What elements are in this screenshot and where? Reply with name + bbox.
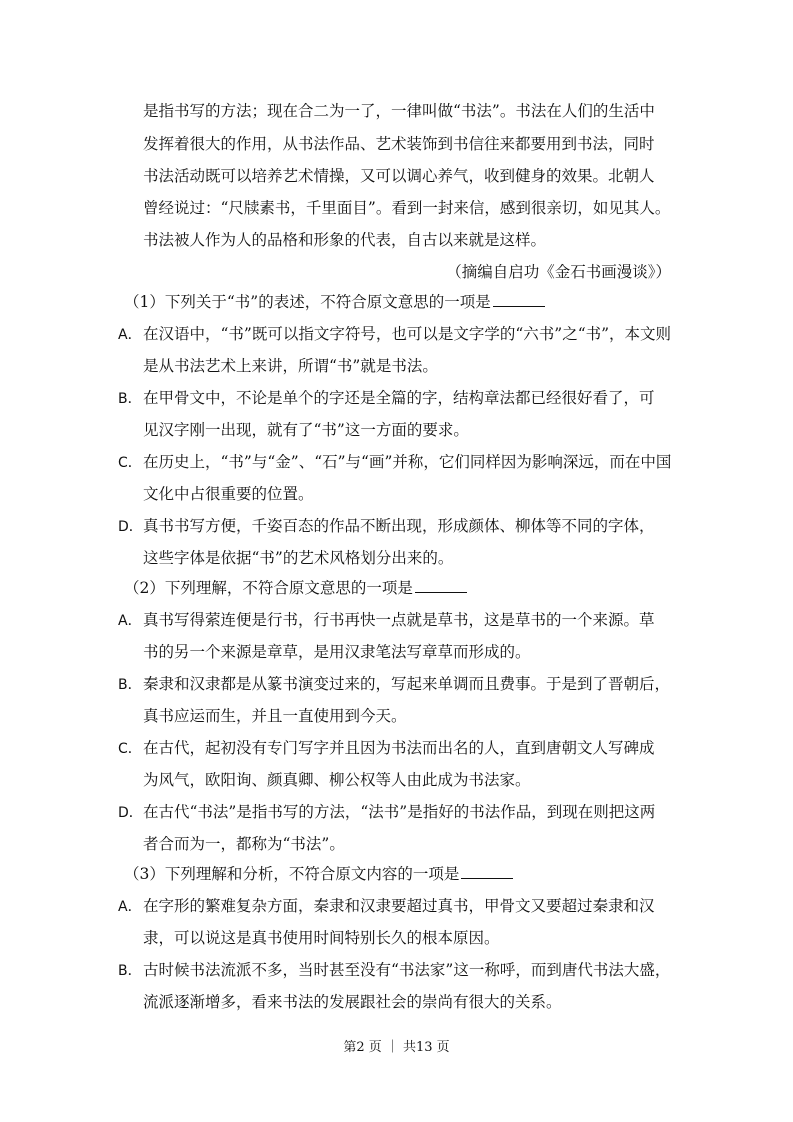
page-footer: 第2 页 ｜ 共13 页 bbox=[343, 1040, 450, 1055]
option-a bbox=[118, 896, 655, 916]
option-text: 真书写得萦连便是行书，行书再快一点就是草书，这是草书的一个来源。草 bbox=[143, 611, 655, 629]
answer-blank bbox=[415, 578, 467, 593]
option-text-continued: 隶，可以说这是真书使用时间特别长久的根本原因。 bbox=[143, 929, 500, 947]
option-label: B． bbox=[118, 391, 142, 407]
option-c bbox=[118, 738, 655, 758]
option-d bbox=[118, 802, 655, 822]
option-text: 在古代“书法”是指书写的方法，“法书”是指好的书法作品，到现在则把这两 bbox=[143, 803, 656, 821]
question-stem bbox=[124, 578, 467, 598]
question-text: （3）下列理解和分析，不符合原文内容的一项是 bbox=[124, 865, 460, 883]
paragraph-line: 曾经说过：“尺牍素书，千里面目”。看到一封来信，感到很亲切，如见其人。 bbox=[143, 199, 671, 217]
option-text: 在字形的繁难复杂方面，秦隶和汉隶要超过真书，甲骨文又要超过秦隶和汉 bbox=[143, 897, 655, 915]
answer-blank bbox=[493, 292, 545, 307]
option-text: 古时候书法流派不多，当时甚至没有“书法家”这一称呼，而到唐代书法大盛， bbox=[143, 961, 671, 979]
option-label: C． bbox=[118, 455, 142, 471]
option-text: 真书书写方便，千姿百态的作品不断出现，形成颜体、柳体等不同的字体， bbox=[143, 517, 655, 535]
question-text: （1）下列关于“书”的表述，不符合原文意思的一项是 bbox=[124, 293, 491, 311]
question-stem bbox=[124, 292, 545, 312]
source-citation: （摘编自启功《金石书画漫谈》） bbox=[446, 263, 671, 281]
option-text: 在汉语中，“书”既可以指文字符号，也可以是文字学的“六书”之“书”，本文则 bbox=[143, 325, 672, 343]
paragraph-line: 是指书写的方法；现在合二为一了，一律叫做“书法”。书法在人们的生活中 bbox=[143, 102, 655, 120]
option-a bbox=[118, 324, 671, 344]
option-text: 在历史上，“书”与“金”、“石”与“画”并称，它们同样因为影响深远，而在中国 bbox=[143, 453, 672, 471]
paragraph-line: 发挥着很大的作用，从书法作品、艺术装饰到书信往来都要用到书法，同时 bbox=[143, 135, 655, 153]
question-stem bbox=[124, 864, 513, 884]
option-text-continued: 为风气，欧阳询、颜真卿、柳公权等人由此成为书法家。 bbox=[143, 771, 531, 789]
answer-blank bbox=[461, 864, 513, 879]
option-label: B． bbox=[118, 677, 142, 693]
option-label: A． bbox=[118, 899, 142, 915]
option-label: D． bbox=[118, 519, 143, 535]
option-c bbox=[118, 452, 671, 472]
option-text-continued: 是从书法艺术上来讲，所谓“书”就是书法。 bbox=[143, 357, 438, 375]
option-text: 在古代，起初没有专门写字并且因为书法而出名的人，直到唐朝文人写碑成 bbox=[143, 739, 655, 757]
option-text: 秦隶和汉隶都是从篆书演变过来的，写起来单调而且费事。于是到了晋朝后， bbox=[143, 675, 671, 693]
option-label: C． bbox=[118, 741, 142, 757]
option-text-continued: 者合而为一，都称为“书法”。 bbox=[143, 835, 345, 853]
option-text: 在甲骨文中，不论是单个的字还是全篇的字，结构章法都已经很好看了，可 bbox=[143, 389, 655, 407]
option-text-continued: 流派逐渐增多，看来书法的发展跟社会的崇尚有很大的关系。 bbox=[143, 993, 562, 1011]
question-text: （2）下列理解，不符合原文意思的一项是 bbox=[124, 579, 413, 597]
option-text-continued: 见汉字刚一出现，就有了“书”这一方面的要求。 bbox=[143, 421, 469, 439]
option-text-continued: 这些字体是依据“书”的艺术风格划分出来的。 bbox=[143, 549, 454, 567]
paragraph-line: 书法被人作为人的品格和形象的代表，自古以来就是这样。 bbox=[143, 231, 547, 249]
option-label: B． bbox=[118, 963, 142, 979]
option-label: D． bbox=[118, 805, 143, 821]
option-b bbox=[118, 960, 670, 980]
option-a bbox=[118, 610, 655, 630]
option-text-continued: 文化中占很重要的位置。 bbox=[143, 485, 314, 503]
option-text-continued: 书的另一个来源是章草，是用汉隶笔法写章草而形成的。 bbox=[143, 643, 531, 661]
option-b bbox=[118, 674, 670, 694]
option-d bbox=[118, 516, 655, 536]
option-b bbox=[118, 388, 655, 408]
option-label: A． bbox=[118, 327, 142, 343]
option-text-continued: 真书应运而生，并且一直使用到今天。 bbox=[143, 707, 407, 725]
option-label: A． bbox=[118, 613, 142, 629]
paragraph-line: 书法活动既可以培养艺术情操，又可以调心养气，收到健身的效果。北朝人 bbox=[143, 167, 655, 185]
